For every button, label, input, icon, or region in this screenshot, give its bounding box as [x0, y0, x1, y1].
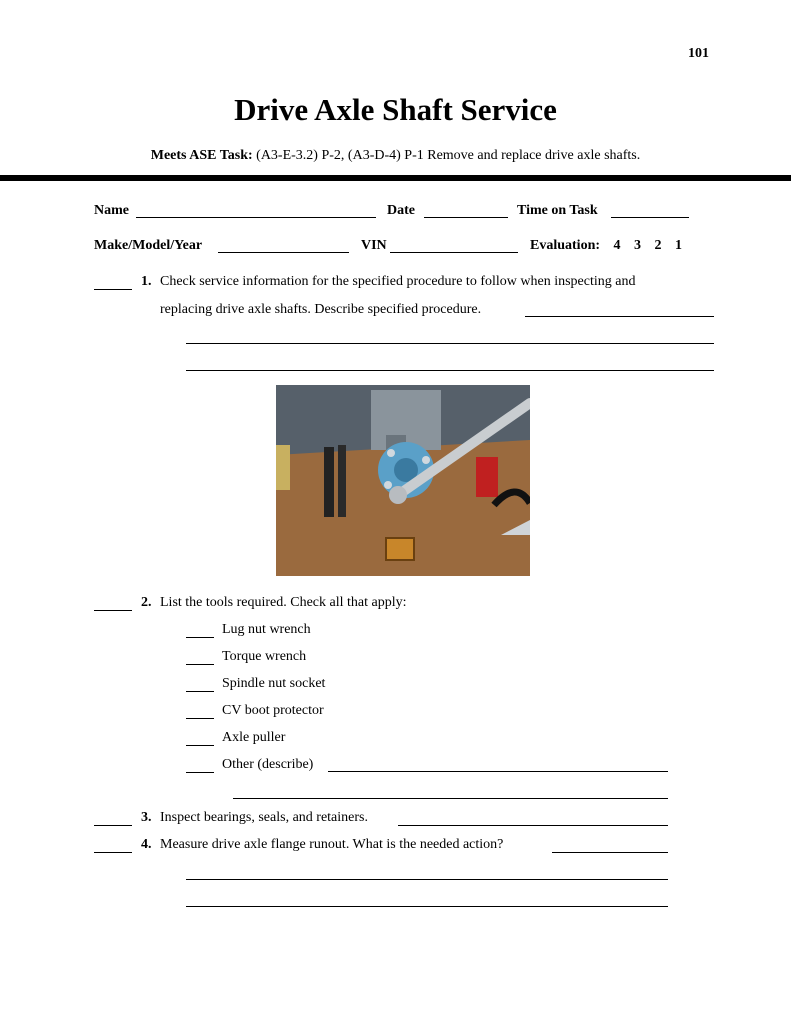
step-1-answer-line-2[interactable]: [186, 343, 714, 344]
page-number: 101: [688, 46, 709, 61]
tool-checkbox-other[interactable]: [186, 772, 214, 773]
step-4-answer-line-2[interactable]: [186, 879, 668, 880]
step-1-number: 1.: [141, 274, 152, 289]
step-3-answer-line[interactable]: [398, 825, 668, 826]
time-on-task-label: Time on Task: [517, 203, 598, 218]
tool-checkbox-cv-boot-protector[interactable]: [186, 718, 214, 719]
step-4-text: Measure drive axle flange runout. What is the needed action?: [160, 837, 504, 852]
ase-task-line: [0, 148, 791, 164]
step-1-checkline[interactable]: [94, 289, 132, 290]
make-model-year-label: Make/Model/Year: [94, 238, 203, 253]
photo-drawing: [276, 385, 530, 576]
make-model-year-field[interactable]: [218, 252, 349, 253]
time-on-task-field[interactable]: [611, 217, 689, 218]
step-2-number: 2.: [141, 595, 152, 610]
step-2-checkline[interactable]: [94, 610, 132, 611]
header-divider: [0, 175, 791, 181]
date-field[interactable]: [424, 217, 508, 218]
axle-service-photo: [276, 385, 530, 576]
step-4-answer-line-1[interactable]: [552, 852, 668, 853]
vin-label: VIN: [361, 238, 387, 253]
eval-score-3[interactable]: 3: [634, 238, 642, 253]
step-3-text: Inspect bearings, seals, and retainers.: [160, 810, 368, 825]
tool-axle-puller: Axle puller: [222, 730, 286, 745]
evaluation-label: Evaluation:: [530, 238, 601, 253]
tool-spindle-nut-socket: Spindle nut socket: [222, 676, 326, 691]
tool-checkbox-torque-wrench[interactable]: [186, 664, 214, 665]
vin-field[interactable]: [390, 252, 518, 253]
other-describe-line-2[interactable]: [233, 798, 668, 799]
name-field[interactable]: [136, 217, 376, 218]
jack-stand: [324, 447, 334, 517]
tool-checkbox-axle-puller[interactable]: [186, 745, 214, 746]
tool-cv-boot-protector: CV boot protector: [222, 703, 324, 718]
page-title: Drive Axle Shaft Service: [234, 92, 557, 127]
tool-checkbox-lug-nut-wrench[interactable]: [186, 637, 214, 638]
other-describe-line-1[interactable]: [328, 771, 668, 772]
step-4-answer-line-3[interactable]: [186, 906, 668, 907]
eval-score-4[interactable]: 4: [613, 238, 621, 253]
date-label: Date: [387, 203, 415, 218]
tool-lug-nut-wrench: Lug nut wrench: [222, 622, 311, 637]
tool-checkbox-spindle-nut-socket[interactable]: [186, 691, 214, 692]
step-3-number: 3.: [141, 810, 152, 825]
step-1-answer-line-3[interactable]: [186, 370, 714, 371]
name-label: Name: [94, 203, 129, 218]
ase-task-text: (A3-E-3.2) P-2, (A3-D-4) P-1 Remove and replace drive axle shafts.: [256, 148, 641, 163]
step-4-number: 4.: [141, 837, 152, 852]
eval-score-1[interactable]: 1: [675, 238, 683, 253]
red-tool: [476, 457, 498, 497]
step-3-checkline[interactable]: [94, 825, 132, 826]
step-1-text-line1: Check service information for the specified procedure to follow when inspecting and: [160, 274, 636, 289]
step-1-answer-line-1[interactable]: [525, 316, 714, 317]
step-1-text-line2: replacing drive axle shafts. Describe specified procedure.: [160, 302, 482, 317]
step-4-checkline[interactable]: [94, 852, 132, 853]
evaluation: [530, 238, 682, 254]
tool-torque-wrench: Torque wrench: [222, 649, 307, 664]
ase-task-label: Meets ASE Task:: [150, 148, 253, 163]
eval-score-2[interactable]: 2: [654, 238, 662, 253]
tool-other: Other (describe): [222, 757, 314, 772]
step-2-text: List the tools required. Check all that apply:: [160, 595, 407, 610]
nut-tray: [386, 538, 414, 560]
